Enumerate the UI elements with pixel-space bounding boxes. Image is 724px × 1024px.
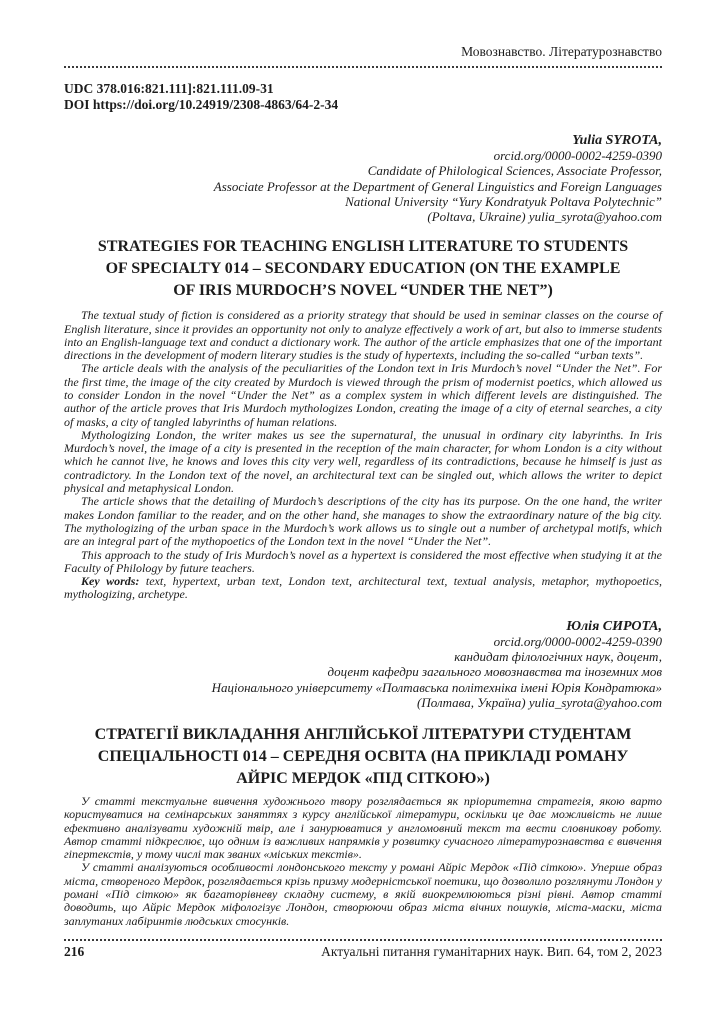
article-meta bbox=[64, 81, 662, 113]
abstract-en-paragraph-4: The article shows that the detailing of Murdoch’s descriptions of the city has its purpose. On the one hand, the writer makes London familiar to the reader, and on the other hand, she manages to show the extraordinary nature of the big city. The mythologizing of the urban space in the Murdoch’s work allows us to single out a number of archetypal motifs, which are an integral part of the mythopoetics of the London text in the novel “Under the Net”. bbox=[64, 494, 662, 549]
page-number: 216 bbox=[64, 943, 85, 959]
author-affiliation-uk: Національного університету «Полтавська політехніка імені Юрія Кондратюка» bbox=[211, 679, 662, 695]
title-line-uk-1: СТРАТЕГІЇ ВИКЛАДАННЯ АНГЛІЙСЬКОЇ ЛІТЕРАТУРИ СТУДЕНТАМ bbox=[94, 725, 632, 743]
author-contact-uk: (Полтава, Україна) yulia_syrota@yahoo.com bbox=[417, 694, 662, 710]
author-position-uk: доцент кафедри загального мовознавства та іноземних мов bbox=[327, 664, 662, 680]
keywords-label-en: Key words: bbox=[81, 574, 140, 589]
author-orcid-en: orcid.org/0000-0002-4259-0390 bbox=[493, 148, 662, 164]
title-line-uk-3: АЙРІС МЕРДОК «ПІД СІТКОЮ») bbox=[236, 769, 490, 787]
author-position-en: Associate Professor at the Department of General Linguistics and Foreign Languages bbox=[213, 178, 662, 194]
running-head bbox=[64, 44, 662, 60]
author-contact-en: (Poltava, Ukraine) yulia_syrota@yahoo.com bbox=[427, 209, 662, 225]
author-affiliation-en: National University “Yury Kondratyuk Poltava Polytechnic” bbox=[345, 193, 662, 209]
udc-line: UDC 378.016:821.111]:821.111.09-31 bbox=[64, 81, 274, 96]
abstract-en-paragraph-5: This approach to the study of Iris Murdoch’s novel as a hypertext is considered the most effective when studying it at the Faculty of Philology by future teachers. bbox=[64, 547, 662, 575]
author-block-uk bbox=[64, 619, 662, 710]
title-line-uk-2: СПЕЦІАЛЬНОСТІ 014 – СЕРЕДНЯ ОСВІТА (НА ПРИКЛАДІ РОМАНУ bbox=[97, 747, 629, 765]
abstract-en bbox=[64, 309, 662, 602]
abstract-uk-paragraph-2: У статті аналізуються особливості лондонського тексту у романі Айріс Мердок «Під сіткою». Уперше образ міста, створеного Мердок, розглядається крізь призму модерністської поетики, що дозволило розглянути Лондон у романі «Під сіткою» як багаторівневу складну систему, в якій виокремлюються різні рівні. Автор статті доводить, що Айріс Мердок міфологізує Лондон, створюючи образ міста вічних пошуків, міста-маски, міста заплутаних лабіринтів людських стосунків. bbox=[64, 860, 662, 928]
abstract-en-paragraph-3: Mythologizing London, the writer makes us see the supernatural, the unusual in ordinary city labyrinths. In Iris Murdoch’s novel, the image of a city is presented in the reception of the main character, for whom London is a city without which he cannot live, he knows and loves this city very well, regardless of its contradictions, because he himself is just as contradictory. In the London text of the novel, an architectural text can be singled out, which allows the writer to depict physical and metaphysical London. bbox=[64, 427, 662, 496]
page-footer bbox=[64, 943, 662, 960]
article-title-en bbox=[64, 236, 662, 302]
abstract-en-paragraph-1: The textual study of fiction is considered as a priority strategy that should be used in seminar classes on the course of English literature, since it provides an opportunity not only to analyze effectively a work of art, but also to immerse students into an English-language text and conduct a dictionary work. The author of the article emphasizes that one of the important directions in the development of modern literary studies is the study of hypertexts, including the so-called “urban texts”. bbox=[64, 308, 662, 363]
abstract-uk bbox=[64, 795, 662, 928]
author-degree-uk: кандидат філологічних наук, доцент, bbox=[454, 649, 662, 665]
author-degree-en: Candidate of Philological Sciences, Associate Professor, bbox=[367, 163, 662, 179]
title-line-en-2: OF SPECIALTY 014 – SECONDARY EDUCATION (ON THE EXAMPLE bbox=[105, 260, 621, 278]
section-label: Мовознавство. Літературознавство bbox=[461, 44, 662, 59]
author-orcid-uk: orcid.org/0000-0002-4259-0390 bbox=[493, 633, 662, 649]
author-name-uk: Юлія СИРОТА, bbox=[566, 618, 662, 634]
title-line-en-3: OF IRIS MURDOCH’S NOVEL “UNDER THE NET”) bbox=[173, 282, 553, 300]
title-line-en-1: STRATEGIES FOR TEACHING ENGLISH LITERATURE TO STUDENTS bbox=[97, 238, 629, 256]
footer-divider bbox=[64, 939, 662, 941]
journal-title: Актуальні питання гуманітарних наук. Вип. 64, том 2, 2023 bbox=[321, 943, 662, 959]
article-title-uk bbox=[64, 724, 662, 790]
abstract-uk-paragraph-1: У статті текстуальне вивчення художнього твору розглядається як пріоритетна стратегія, якою варто користуватися на семінарських заняттях з курсу англійської літератури, оскільки це дає можливість не лише ефективно аналізувати художній твір, але і занурюватися у англомовний текст та вести словникову роботу. Автор статті підкреслює, що одним із важливих напрямків у розвитку сучасного літературознавства є вивчення гіпертекстів, у тому числі так званих «міських текстів». bbox=[64, 793, 662, 862]
header-divider bbox=[64, 66, 662, 68]
doi-line: DOI https://doi.org/10.24919/2308-4863/64-2-34 bbox=[64, 97, 339, 112]
author-name-en: Yulia SYROTA, bbox=[572, 133, 662, 148]
abstract-en-paragraph-2: The article deals with the analysis of the peculiarities of the London text in Iris Murdoch’s novel “Under the Net”. For the first time, the image of the city created by Murdoch is viewed through the prism of modernist poetics, which allowed us to consider London in the novel “Under the Net” as a complex system in which different levels are distinguished. The author of the article proves that Iris Murdoch mythologizes London, creating the image of a city of eternal searches, a city of masks, a city of tangled labyrinths of human relations. bbox=[64, 361, 662, 429]
author-block-en bbox=[64, 133, 662, 224]
keywords-text-en: text, hypertext, urban text, London text, architectural text, textual analysis, metaphor, mythopoetics, mythologizing, archetype. bbox=[64, 574, 663, 602]
keywords-paragraph-en bbox=[64, 575, 662, 602]
